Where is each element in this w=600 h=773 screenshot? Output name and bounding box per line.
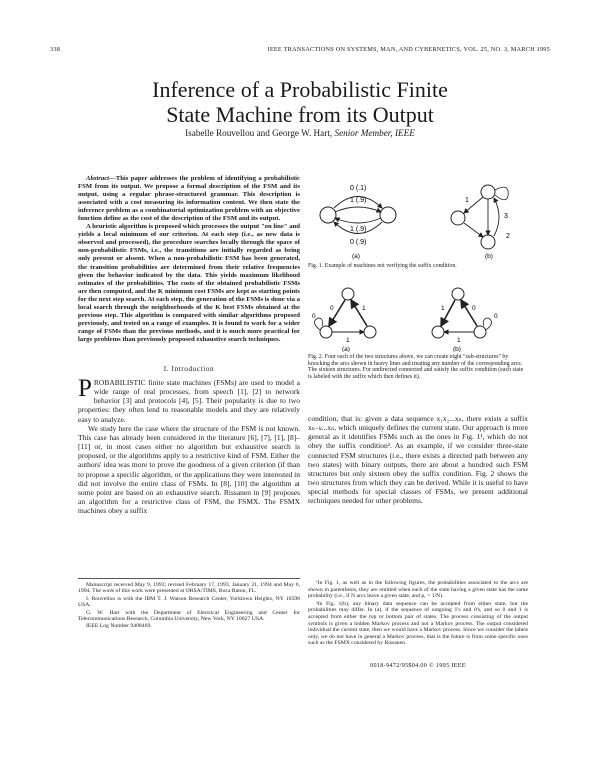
- edge-label: 1: [346, 337, 350, 344]
- author-names: Isabelle Rouvellou and George W. Hart,: [185, 128, 333, 138]
- edge-label: 2: [506, 233, 510, 240]
- copyright-line: 0018-9472/95$04.00 © 1995 IEEE: [370, 662, 466, 669]
- transition-arc: [351, 300, 367, 326]
- state-node: [451, 211, 465, 225]
- abstract-lead: Abstract—: [86, 175, 116, 182]
- state-node: [342, 288, 354, 300]
- title-line-1: Inference of a Probabilistic Finite: [152, 77, 448, 102]
- footnote-log-number: IEEE Log Number 9408469.: [86, 623, 152, 630]
- edge-label: 0: [494, 313, 498, 320]
- figure-1-caption: Fig. 1. Example of machines not verifying the suffix condition.: [308, 263, 457, 269]
- page-number: 338: [50, 46, 61, 53]
- figure-2a-diagram: [312, 288, 376, 352]
- footnote-author-2: G. W. Hart with the Department of Electrical Engineering and Center for Telecommunications Research, Columbia University, New York, NY 10027 USA.: [78, 609, 300, 623]
- abstract-paragraph-2: A heuristic algorithm is proposed which processes the output "on line" and yields a local minimum of our criterion. At each step (i.e., as new data is observed and processed), the procedure searches locally through the space of non-probabilistic FSMs, i.e., the transitions are initially regarded as being only present or absent. When a non-probabilistic FSM has been generated, the transition probabilities are determined from their relative frequencies given the behavior indicated by the data. This yields maximum likelihood estimates of the probabilities. The costs of the obtained probabilistic FSMs are then computed, and the K minimum cost FSMs are kept as starting points for the next step search. At each step, the generation of the FSMs is done via a local search through the neighborhoods of the K best FSMs obtained at the previous step. This algorithm is compared with similar algorithms proposed previously, and tested on a range of examples. It is found to work for a wider range of FSMs than the previous methods, and it is much more practical for large problems than previously proposed exhaustive search techniques.: [78, 223, 300, 343]
- figure-2: [308, 282, 528, 352]
- transition-arc: [494, 198, 499, 236]
- abstract: [78, 175, 300, 344]
- transition-arc: [329, 300, 345, 326]
- edge-label: 0: [472, 305, 476, 312]
- abstract-paragraph-1: [78, 175, 300, 223]
- author-line: [50, 128, 550, 138]
- figure-2b-label: (b): [453, 346, 461, 352]
- abstract-text-1: This paper addresses the problem of identifying a probabilistic FSM from its output. We propose a formal description of the FSM and its output, using a regular phrase-structured grammar. This description is associated with a cost measuring its information content. We then state the inference problem as a combinatorial optimization problem with an objective function define as the cost of the description of the FSM and its output.: [78, 175, 300, 223]
- figure-1a-label: (a): [352, 253, 360, 260]
- state-node: [481, 235, 495, 249]
- figure-1b-diagram: [451, 185, 510, 260]
- footnote-2: ²In Fig. 1(b), any binary data sequence can be accepted from either state, but the probabilities may differ. In (a), if the sequence of outgoing 1's and 0's, and so 0 and 1 is accepted from either the top or bottom pair of states. The process consisting of the output symbols is given a hidden Markov process and not a Markov process. The output considered individual the current state, then we would have a Markov process. Since we consider the labels only, we do not have in general a Markov process, that is the future is from some specific ones such as the FSMX considered by Rissanen.: [308, 600, 528, 647]
- running-head: IEEE TRANSACTIONS ON SYSTEMS, MAN, AND CYBERNETICS, VOL. 25, NO. 3, MARCH 1995: [267, 46, 550, 53]
- state-node: [364, 326, 376, 338]
- footnote-1: ¹In Fig. 1, as well as in the following figures, the probabilities associated to the arcs are shown in parenthesis, they are omitted when each of the state having a given state has the same probability (i.e., if N arcs leave a given state, and pₑ = 1/N).: [308, 580, 528, 600]
- edge-label: 3: [504, 213, 508, 220]
- footnotes-right: [308, 580, 528, 648]
- self-loop: [495, 187, 508, 200]
- paper-title: [50, 77, 550, 127]
- state-node: [380, 207, 396, 223]
- footnote-manuscript: Manuscript received May 9, 1993; revised February 17, 1993, January 21, 1994 and May 6, 1994. The work of this work were presented at ORSA/TIMS, Boca Raton, FL.: [78, 582, 300, 595]
- transition-arc: [464, 223, 483, 237]
- edge-label: 0 (.1): [350, 185, 367, 192]
- footnote-author-1: I. Rouvellou is with the IBM T. J. Watson Research Center, Yorktown Heights, NY 10598 USA.: [78, 595, 300, 609]
- figure-2b-diagram: [432, 288, 498, 352]
- footnotes-left: [78, 578, 300, 631]
- intro-paragraph-1: [78, 375, 300, 424]
- edge-label: 1: [465, 197, 469, 204]
- state-node: [320, 326, 332, 338]
- intro-paragraph-2: We study here the case where the structure of the FSM is not known. This case has already been considered in the literature [6], [7], [1], [8]–[11] or, in most cases either no algorithm but exhaustive search is proposed, or the algorithms apply to a restrictive kind of FSM. Either the authors' idea was more to prove the goodness of a given criterion (if than to propose a specific algorithm, or the applications they were interested in did not involve the entire class of FSMs. In [8], [10] the algorithm at some point are based on an exhaustive search. Rissanen in [9] proposes an algorithm for a restrictive class of FSM, the FSMX. The FSMX machines obey a suffix: [78, 423, 301, 516]
- edge-label: 1 (.9): [350, 226, 367, 233]
- transition-arc: [335, 207, 381, 212]
- transition-arc: [441, 300, 455, 326]
- author-role: Senior Member, IEEE: [334, 128, 415, 138]
- edge-label: 0: [330, 305, 334, 312]
- section-heading: I. Introduction: [163, 365, 215, 373]
- state-node: [474, 326, 486, 338]
- introduction-text: [78, 375, 301, 516]
- transition-arc: [335, 218, 381, 223]
- right-paragraph: condition, that is: given a data sequence x₁x₂...xₙ, there exists a suffix xₙ₋ₖ...xₙ, which uniquely defines the current state. Our approach is more general as it identifies FSMs such as the ones in Fig. 1¹, which do not obey the suffix condition². As an example, if we consider three-state connected FSM structures (i.e., there exists a directed path between any two states) with binary outputs, there are about a hundred such FSM structures but only sixteen obey the suffix condition. Fig. 2 shows the two structures from which they can be derived. While it is useful to have special methods for special classes of FSMs, we present additional techniques needed for other problems.: [308, 414, 528, 506]
- title-line-2: State Machine from its Output: [166, 102, 434, 127]
- state-node: [481, 185, 495, 199]
- transition-arc: [461, 300, 477, 326]
- state-node: [432, 326, 444, 338]
- edge-label: 0 (.9): [350, 239, 367, 246]
- edge-label: 1: [457, 337, 461, 344]
- figure-1: [308, 180, 528, 262]
- state-node: [320, 207, 336, 223]
- edge-label: 1: [362, 305, 366, 312]
- right-column-text: [308, 414, 528, 506]
- figure-2a-label: (a): [342, 346, 350, 352]
- figure-2-caption: Fig. 2. Four each of the two structures above, we can create eight "sub-structures" by knocking the arcs shown in heavy lines and treating any number of the corresponding arcs. The sixteen structures. For undirected connected and satisfy the suffix condition (each state is labeled with the suffix which then defines it).: [308, 354, 524, 381]
- drop-cap: P: [78, 375, 92, 402]
- figure-1b-label: (b): [485, 253, 493, 260]
- running-header: [50, 46, 550, 58]
- figure-1a-diagram: [320, 185, 396, 260]
- intro-text-1: ROBABILISTIC finite state machines (FSMs) are used to model a wide range of real processes, from speech [1], [2] to network behavior [3] and protocols [4], [5]. Their popularity is due to two properties: they often lend to reasonable models and they are relatively easy to analyze.: [78, 378, 300, 424]
- edge-label: 1 (.9): [350, 197, 367, 204]
- edge-label: 1: [441, 305, 445, 312]
- edge-label: 0: [312, 313, 316, 320]
- state-node: [452, 288, 464, 300]
